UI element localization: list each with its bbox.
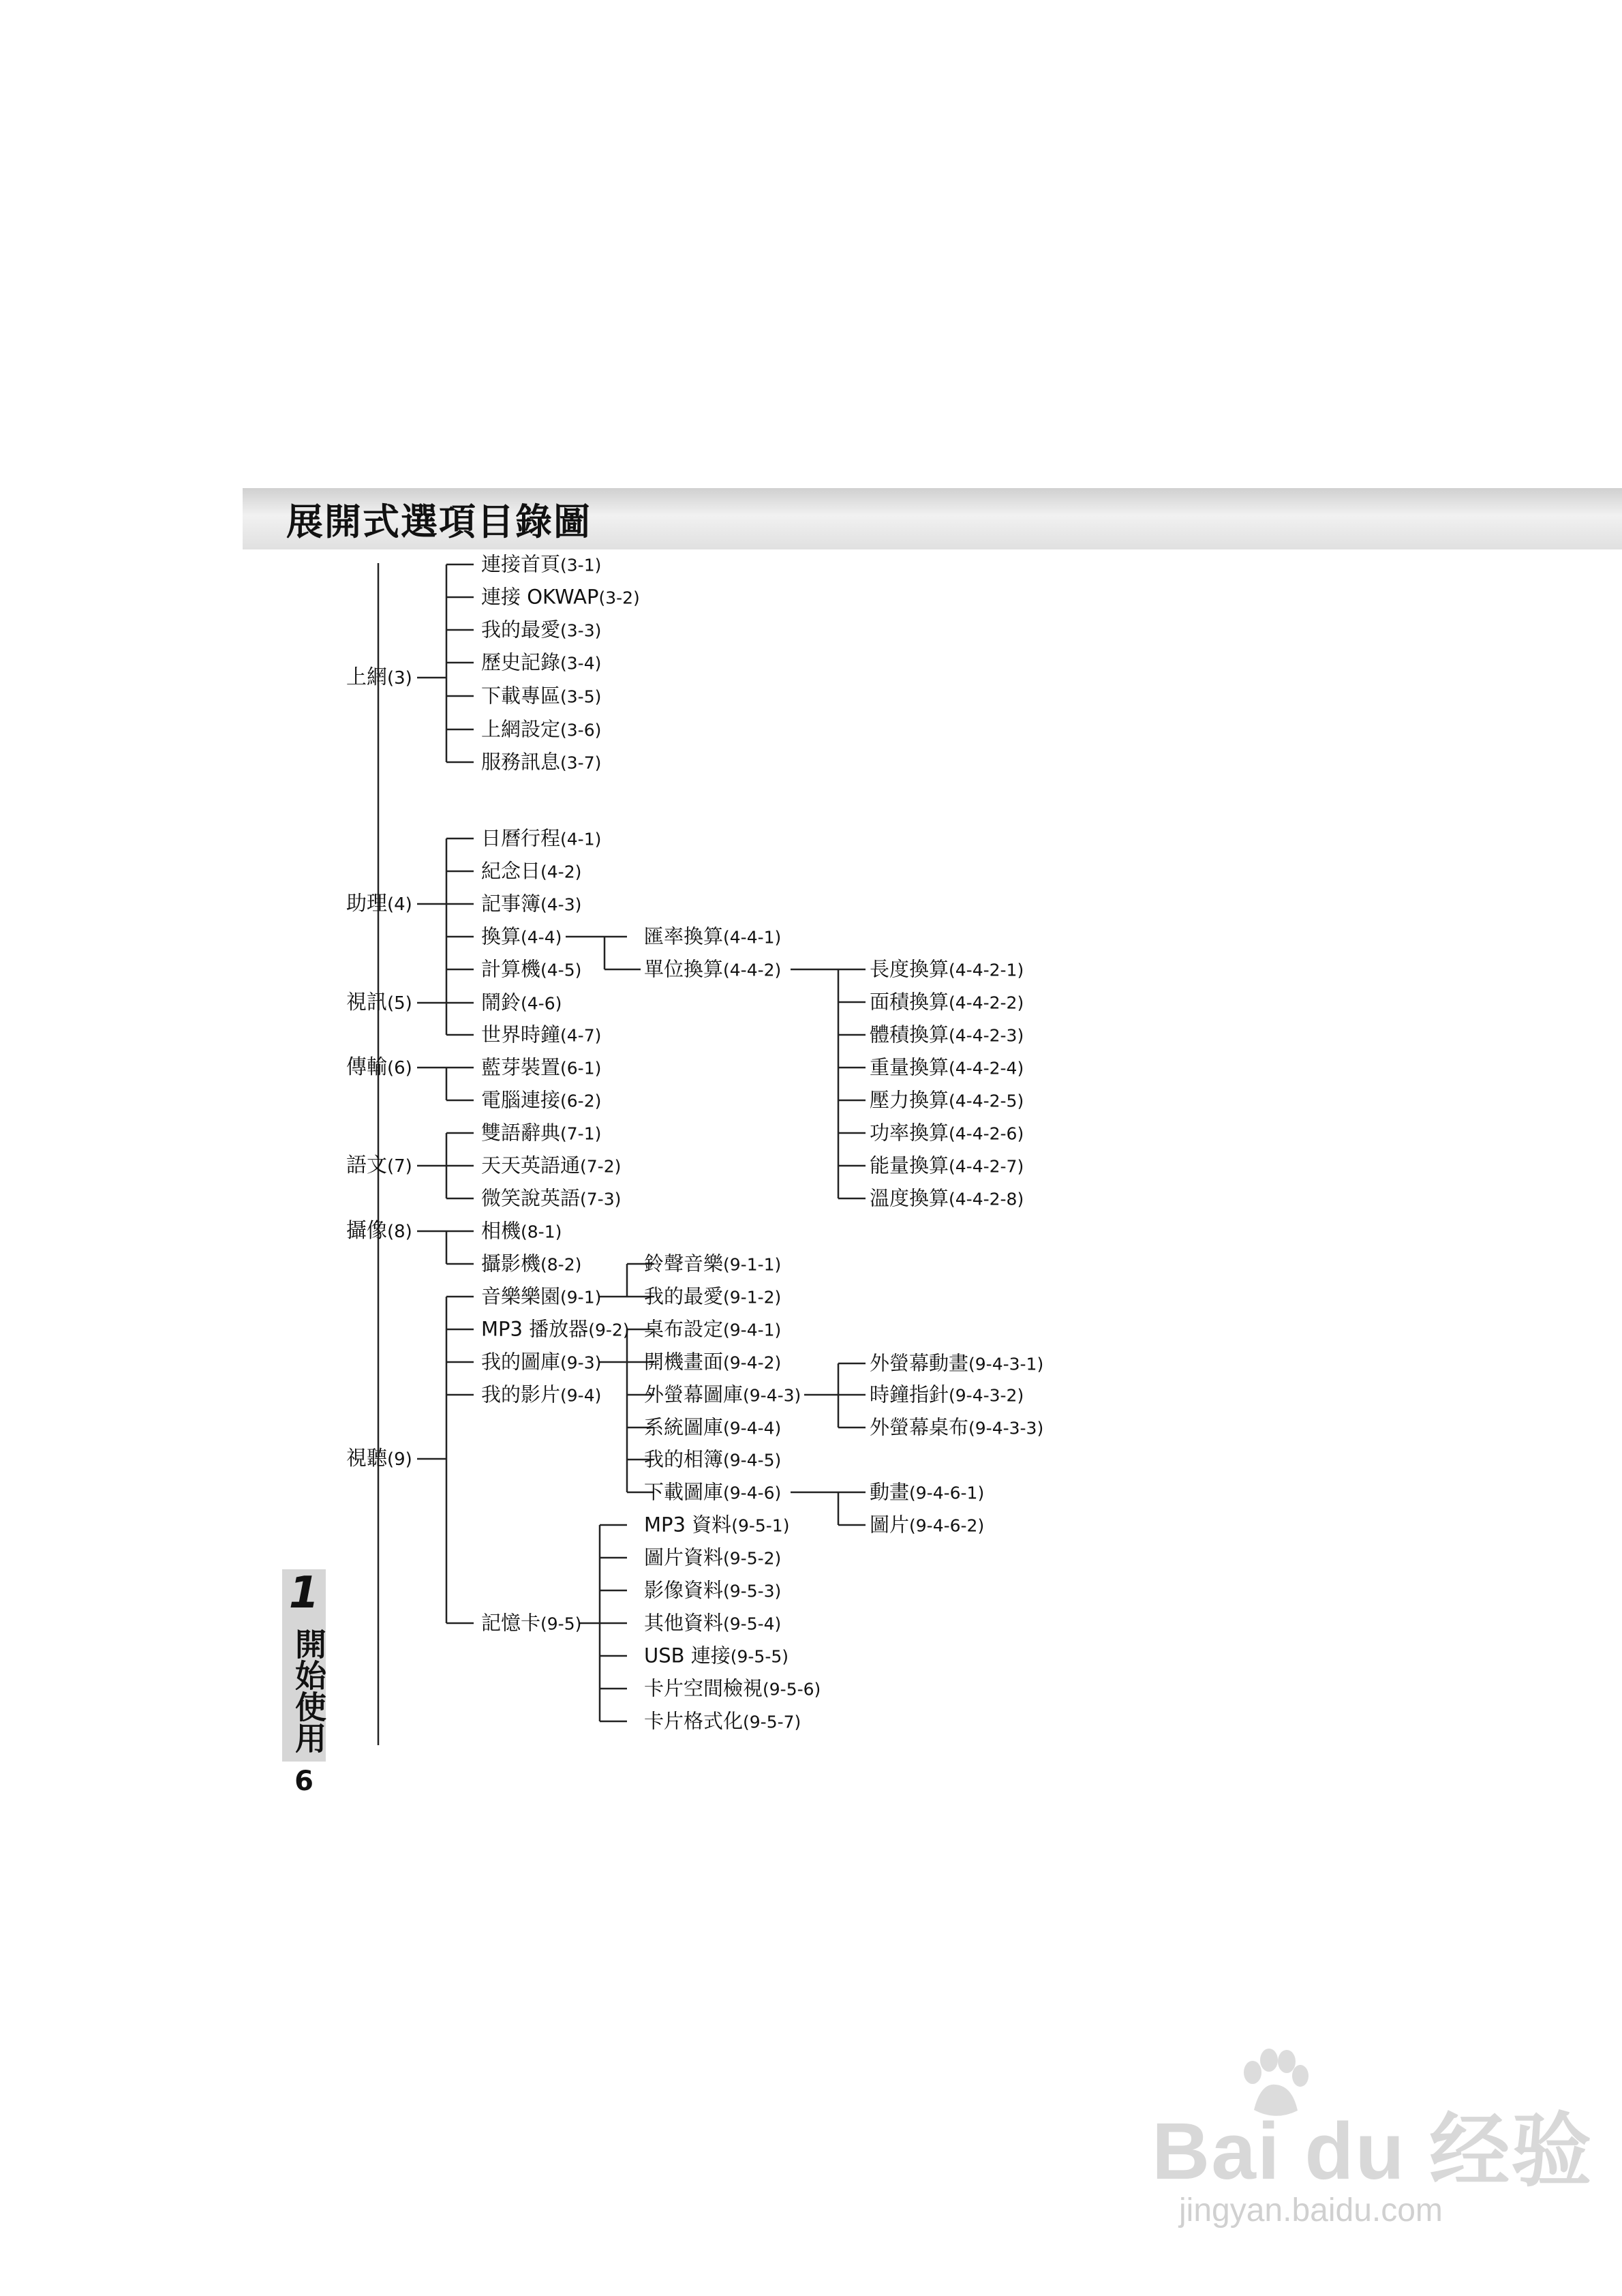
menu-item-label: 記憶卡 (481, 1611, 541, 1635)
menu-item (644, 957, 782, 981)
category-item-label: 語文 (346, 1153, 387, 1177)
menu-item (481, 1088, 602, 1112)
menu-item (481, 1284, 602, 1308)
category-item-code: (5) (387, 993, 412, 1014)
menu-item-code: (3-4) (560, 653, 602, 674)
category-item-code: (6) (387, 1058, 412, 1078)
menu-item-label: 重量換算 (870, 1055, 949, 1079)
menu-item-label: 計算機 (481, 957, 541, 981)
menu-item (644, 1385, 801, 1405)
page-number: 6 (294, 1766, 313, 1797)
menu-item-label: 歷史記錄 (481, 650, 561, 674)
menu-item-code: (4-6) (521, 993, 562, 1014)
menu-item (644, 924, 782, 948)
chapter-title: 開始使用 (290, 1628, 327, 1753)
menu-item (644, 1254, 781, 1274)
menu-item-code: (7-3) (580, 1189, 622, 1209)
category-item-code: (9) (387, 1449, 412, 1470)
menu-item-code: (3-7) (560, 753, 602, 773)
menu-item (870, 990, 1024, 1014)
menu-item-code: (7-1) (560, 1123, 602, 1144)
menu-item-code: (9-5-1) (731, 1515, 790, 1536)
menu-item-label: 外螢幕圖庫 (644, 1383, 744, 1406)
category-item (346, 1449, 412, 1469)
menu-item (644, 1515, 789, 1535)
menu-item-label: 音樂樂園 (481, 1284, 561, 1308)
menu-item (644, 1611, 782, 1635)
menu-item-label: 影像資料 (644, 1578, 724, 1602)
menu-item-label: 我的最愛 (644, 1284, 724, 1308)
menu-item-label: 我的最愛 (481, 618, 561, 641)
category-item (346, 1155, 412, 1176)
category-item-label: 上網 (346, 665, 387, 689)
menu-item-code: (9-5-7) (743, 1712, 801, 1732)
menu-item (870, 1186, 1024, 1210)
category-item (346, 894, 412, 914)
category-item (346, 993, 412, 1013)
menu-item (481, 1153, 622, 1177)
menu-item-label: 卡片格式化 (644, 1709, 744, 1733)
menu-item (870, 1515, 984, 1535)
watermark (1152, 2072, 1593, 2236)
menu-item-code: (8-2) (540, 1254, 582, 1275)
menu-item (870, 1480, 985, 1504)
menu-item (481, 1123, 601, 1143)
menu-item-code: (9-4-6-2) (909, 1515, 985, 1536)
menu-item-code: (9-4-3-2) (949, 1385, 1024, 1406)
menu-item-label: 我的相簿 (644, 1447, 724, 1471)
menu-item (481, 859, 582, 883)
menu-item-code: (3-3) (560, 620, 602, 641)
menu-item-label: 相機 (481, 1219, 521, 1243)
menu-item-label: 圖片資料 (644, 1545, 724, 1569)
menu-item-label: 溫度換算 (870, 1186, 949, 1210)
watermark-url: jingyan.baidu.com (1179, 2192, 1443, 2229)
menu-item-code: (9-4-6) (723, 1483, 782, 1503)
menu-item (644, 1709, 801, 1733)
menu-item-label: 面積換算 (870, 990, 949, 1014)
menu-item-code: (3-2) (598, 588, 640, 608)
menu-item (644, 1284, 782, 1308)
menu-item-code: (9-5-3) (723, 1581, 782, 1601)
menu-item-code: (3-5) (560, 686, 602, 707)
menu-item-label: 電腦連接 (481, 1088, 561, 1112)
menu-item-code: (9-4-4) (723, 1418, 782, 1438)
menu-item-label: 鈴聲音樂 (644, 1252, 724, 1275)
menu-item (481, 1025, 601, 1045)
menu-item-code: (4-7) (560, 1025, 602, 1046)
menu-item (481, 686, 601, 706)
menu-item-label: USB 連接 (644, 1644, 731, 1667)
menu-item-code: (9-4-3-3) (968, 1418, 1044, 1438)
menu-item (870, 1153, 1024, 1177)
menu-item-code: (4-4-2-1) (949, 960, 1024, 980)
menu-item-label: 紀念日 (481, 859, 541, 883)
menu-item-label: 開機畫面 (644, 1350, 724, 1374)
menu-item (870, 1123, 1024, 1143)
menu-item-code: (6-2) (560, 1091, 602, 1111)
menu-item-code: (4-4-2-5) (949, 1091, 1024, 1111)
menu-item (644, 1415, 782, 1439)
menu-item-label: 能量換算 (870, 1153, 949, 1177)
menu-item-code: (4-4-2-4) (949, 1058, 1024, 1078)
menu-item-code: (9-4-5) (723, 1450, 782, 1470)
menu-item (870, 1415, 1044, 1439)
menu-item-label: 單位換算 (644, 957, 724, 981)
menu-item-label: 連接首頁 (481, 552, 561, 576)
menu-item (644, 1480, 782, 1504)
menu-item-label: 下載專區 (481, 684, 561, 708)
menu-item-code: (9-1-2) (723, 1287, 782, 1308)
menu-item (481, 552, 602, 576)
menu-item-label: 體積換算 (870, 1023, 949, 1046)
menu-item-code: (9-5-4) (723, 1614, 782, 1634)
menu-item-label: 換算 (481, 924, 521, 948)
menu-item (481, 1611, 582, 1635)
menu-item-code: (8-1) (521, 1222, 562, 1242)
menu-item (870, 1088, 1024, 1112)
menu-item-code: (4-4) (521, 927, 562, 948)
menu-item (481, 650, 602, 674)
menu-item (481, 1186, 622, 1210)
menu-item (481, 750, 602, 774)
menu-item (870, 1351, 1044, 1375)
menu-item-code: (9-1) (560, 1287, 602, 1308)
menu-item (644, 1676, 821, 1700)
menu-item-code: (4-4-2-3) (949, 1025, 1024, 1046)
menu-item-code: (9-3) (560, 1353, 602, 1373)
category-item (346, 1221, 412, 1241)
menu-item-label: 外螢幕桌布 (870, 1415, 969, 1439)
menu-item-label: MP3 播放器 (481, 1317, 589, 1341)
menu-item (481, 1055, 602, 1079)
menu-item (481, 717, 602, 741)
menu-item-label: 我的圖庫 (481, 1350, 561, 1374)
menu-item (481, 1254, 581, 1274)
menu-item (870, 1025, 1024, 1045)
menu-item-code: (7-2) (580, 1156, 622, 1177)
menu-item-code: (3-6) (560, 720, 602, 740)
menu-item-code: (3-1) (560, 555, 602, 575)
menu-item-code: (9-4-2) (723, 1353, 782, 1373)
category-item-label: 攝像 (346, 1219, 387, 1243)
menu-item (481, 585, 640, 609)
menu-item-code: (9-5-5) (730, 1646, 789, 1667)
menu-item-code: (4-1) (560, 829, 602, 849)
page-title: 展開式選項目錄圖 (286, 500, 592, 543)
menu-item-code: (9-4-6-1) (909, 1483, 985, 1503)
menu-item-label: 天天英語通 (481, 1153, 581, 1177)
menu-item-code: (9-4-3) (743, 1385, 801, 1406)
menu-item-label: 下載圖庫 (644, 1480, 724, 1504)
menu-item (644, 1317, 782, 1341)
menu-item-code: (4-5) (540, 960, 582, 980)
menu-item-code: (9-4-1) (723, 1320, 782, 1340)
menu-item-label: 攝影機 (481, 1252, 541, 1275)
menu-item-label: 上網設定 (481, 717, 561, 741)
menu-item-label: 連接 OKWAP (481, 585, 599, 609)
menu-item-code: (4-4-2) (723, 960, 782, 980)
menu-item-label: 其他資料 (644, 1611, 724, 1635)
menu-item-label: 記事簿 (481, 892, 541, 916)
category-item-label: 視聽 (346, 1447, 387, 1470)
menu-item-label: 外螢幕動畫 (870, 1351, 969, 1375)
menu-item (644, 1350, 782, 1374)
menu-item (481, 924, 562, 948)
menu-item-label: 卡片空間檢視 (644, 1676, 763, 1700)
menu-item (870, 1385, 1024, 1405)
category-item-code: (7) (387, 1156, 412, 1177)
menu-item-label: MP3 資料 (644, 1513, 732, 1537)
category-item (346, 667, 412, 688)
menu-item (644, 1646, 789, 1666)
menu-item-label: 雙語辭典 (481, 1121, 561, 1145)
menu-item-label: 藍芽裝置 (481, 1055, 561, 1079)
menu-item-label: 圖片 (870, 1513, 910, 1537)
menu-item-code: (9-4) (560, 1385, 602, 1406)
menu-item (481, 1317, 630, 1341)
menu-item-code: (4-4-1) (723, 927, 782, 948)
category-item-code: (8) (387, 1222, 412, 1242)
menu-item (481, 993, 562, 1013)
menu-item (481, 1350, 602, 1374)
menu-item-code: (9-4-3-1) (968, 1354, 1044, 1374)
menu-item-label: 動畫 (870, 1480, 910, 1504)
category-item-label: 視訊 (346, 991, 387, 1014)
menu-item-code: (9-5-2) (723, 1548, 782, 1569)
menu-item (870, 957, 1024, 981)
menu-item-code: (4-3) (540, 894, 582, 915)
menu-item-label: 我的影片 (481, 1383, 561, 1406)
watermark-brand: Bai du 经验 (1152, 2106, 1593, 2196)
chapter-number: 1 (288, 1568, 320, 1618)
menu-item-label: 功率換算 (870, 1121, 949, 1145)
menu-item (481, 894, 581, 914)
menu-item (644, 1545, 782, 1569)
category-item-code: (3) (387, 668, 412, 689)
menu-item-label: 日曆行程 (481, 826, 561, 850)
menu-item-code: (9-1-1) (723, 1254, 782, 1275)
menu-item-code: (9-5-6) (763, 1679, 821, 1700)
menu-item-label: 桌布設定 (644, 1317, 724, 1341)
menu-item (481, 620, 601, 640)
menu-item-code: (4-2) (540, 862, 582, 882)
menu-item-label: 時鐘指針 (870, 1383, 949, 1406)
menu-item-code: (4-4-2-2) (949, 993, 1024, 1013)
menu-item-label: 服務訊息 (481, 750, 561, 774)
category-item-label: 助理 (346, 892, 387, 916)
menu-item-code: (4-4-2-8) (949, 1189, 1024, 1209)
menu-item-code: (9-2) (588, 1320, 630, 1340)
menu-item-code: (9-5) (540, 1614, 582, 1634)
category-item-label: 傳輸 (346, 1055, 387, 1079)
menu-item-label: 微笑說英語 (481, 1186, 581, 1210)
menu-item-label: 鬧鈴 (481, 991, 521, 1014)
menu-item-label: 壓力換算 (870, 1088, 949, 1112)
menu-item (644, 1447, 782, 1471)
menu-item (481, 826, 602, 850)
menu-item-code: (6-1) (560, 1058, 602, 1078)
menu-item (870, 1055, 1024, 1079)
menu-item (481, 1385, 601, 1405)
category-item-code: (4) (387, 894, 412, 915)
menu-item (481, 1219, 562, 1243)
menu-item-label: 系統圖庫 (644, 1415, 724, 1439)
menu-item (644, 1578, 782, 1602)
menu-item-label: 匯率換算 (644, 924, 724, 948)
menu-item-code: (4-4-2-7) (949, 1156, 1024, 1177)
category-item (346, 1057, 412, 1078)
menu-item-label: 長度換算 (870, 957, 949, 981)
menu-item-label: 世界時鐘 (481, 1023, 561, 1046)
menu-item-code: (4-4-2-6) (949, 1123, 1024, 1144)
menu-item (481, 957, 582, 981)
